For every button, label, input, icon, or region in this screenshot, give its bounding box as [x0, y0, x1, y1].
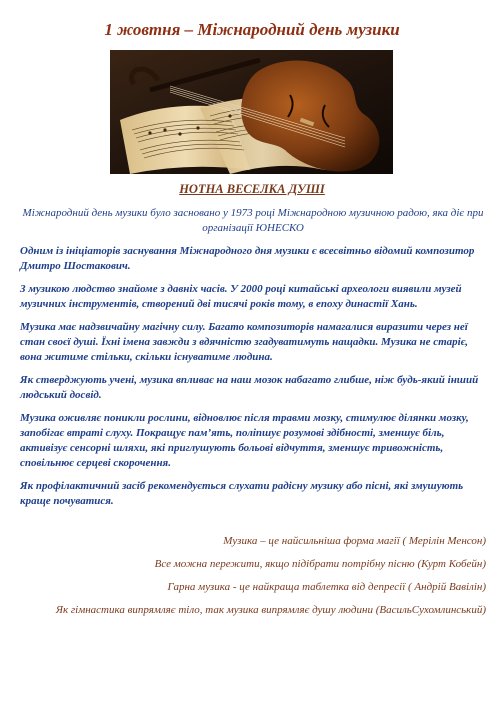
paragraph-5: Музика оживляє поникли рослини, відновлює після травми мозку, стимулює ділянки мозку, запобігає втраті слуху. Покращує пам’ять, поліпшує розумові здібності, зменшує біль, активізує сенсорні шляхи, які приглушують больові відчуття, зменшує тривожність, сповільнює серцеві скорочення. [20, 412, 469, 469]
quotes-list [20, 534, 486, 626]
violin-photo-art [110, 50, 393, 174]
article-body [20, 206, 486, 517]
paragraph-6: Як профілактичний засіб рекомендується слухати радісну музику або пісні, які змушують краще почуватися. [20, 480, 464, 507]
quote-4: Як гімнастика випрямляє тіло, так музика випрямляє душу людини (ВасильСухомлинський) [55, 604, 486, 616]
paragraph-4: Як стверджують учені, музика впливає на наш мозок набагато глибше, ніж будь-який інший людський досвід. [20, 374, 479, 401]
page-title: 1 жовтня – Міжнародний день музики [104, 20, 400, 39]
paragraph-1: Одним із ініціаторів заснування Міжнародного дня музики є всесвітньо відомий композитор Дмитро Шостакович. [20, 245, 475, 272]
quote-2: Все можна пережити, якщо підібрати потрібну пісню (Курт Кобейн) [154, 558, 486, 570]
violin-photo [110, 50, 393, 174]
intro-paragraph: Міжнародний день музики було засновано у 1973 році Міжнародною музичною радою, яка діє при організації ЮНЕСКО [22, 207, 484, 234]
section-title: НОТНА ВЕСЕЛКА ДУШІ [179, 182, 325, 196]
quote-1: Музика – це найсильніша форма магії ( Мерілін Менсон) [223, 535, 486, 547]
quote-3: Гарна музика - це найкраща таблетка від депресії ( Андрій Вавілін) [167, 581, 486, 593]
paragraph-3: Музика має надзвичайну магічну силу. Багато композиторів намагалися виразити через неї стан своєї душі. Їхні імена завжди з вдячністю згадуватимуть нащадки. Музика не старіє, вона житиме стільки, скільки існуватиме людина. [20, 321, 469, 363]
paragraph-2: З музикою людство знайоме з давніх часів. У 2000 році китайські археологи виявили музей музичних інструментів, створений дві тисячі років тому, в епоху династії Хань. [20, 283, 462, 310]
